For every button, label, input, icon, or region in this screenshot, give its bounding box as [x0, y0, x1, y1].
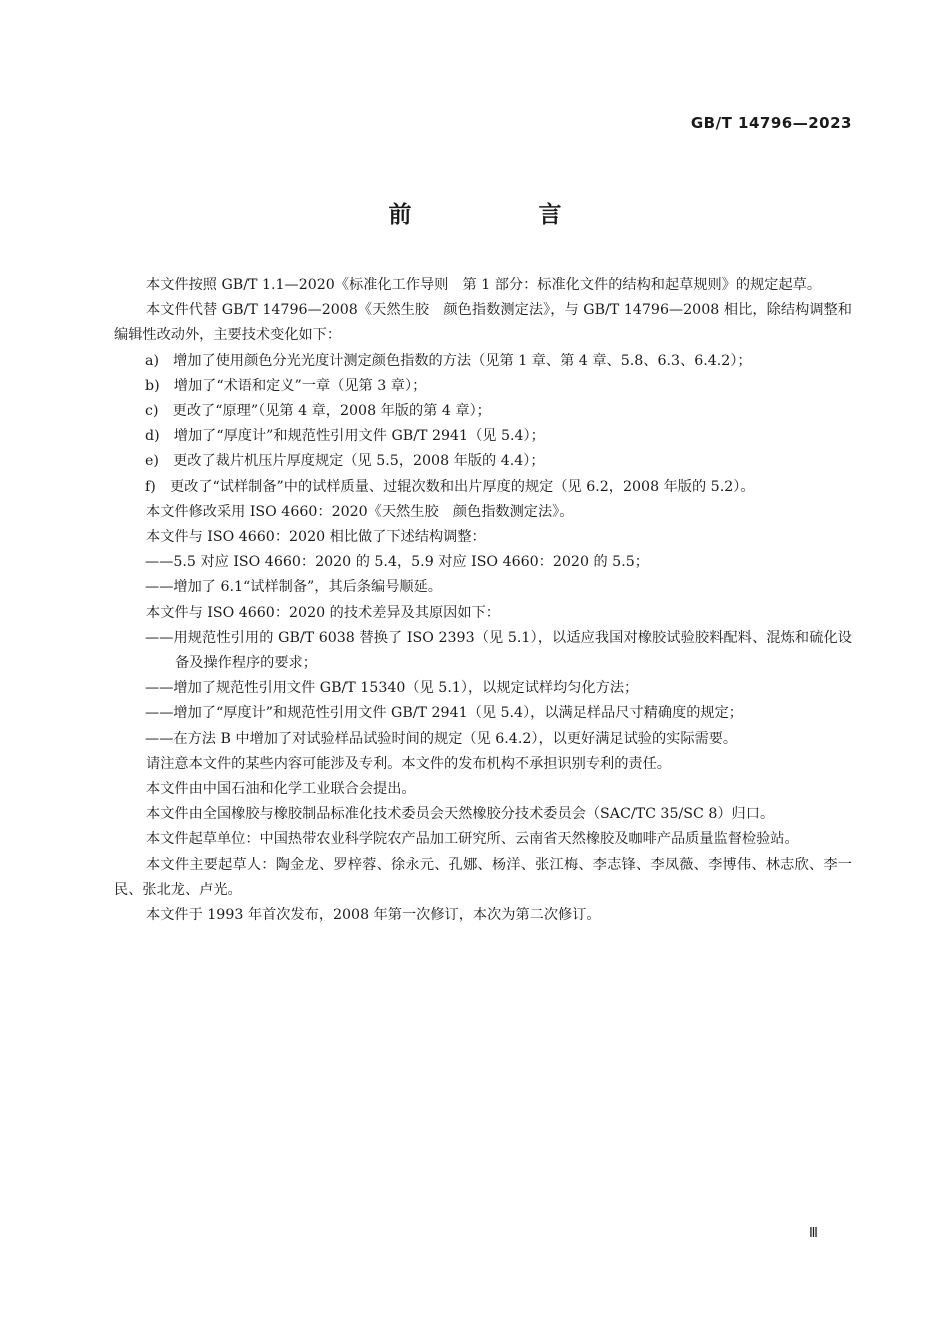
- page-title: 前 言: [388, 202, 614, 228]
- page-number: Ⅲ: [809, 1226, 818, 1241]
- paragraph-drafting-units: 本文件起草单位：中国热带农业科学院农产品加工研究所、云南省天然橡胶及咖啡产品质量监督检验站。: [146, 831, 799, 848]
- paragraph-proposer: 本文件由中国石油和化学工业联合会提出。: [146, 781, 416, 798]
- change-item-b: b) 增加了“术语和定义”一章（见第 3 章）；: [145, 377, 427, 394]
- tech-difference-item: ——增加了规范性引用文件 GB/T 15340（见 5.1），以规定试样均匀化方法；: [145, 680, 639, 697]
- paragraph-committee: 本文件由全国橡胶与橡胶制品标准化技术委员会天然橡胶分技术委员会（SAC/TC 35/SC 8）归口。: [146, 806, 775, 823]
- paragraph-tech-intro: 本文件与 ISO 4660：2020 的技术差异及其原因如下：: [146, 604, 500, 621]
- change-item-f: f) 更改了“试样制备”中的试样质量、过辊次数和出片厚度的规定（见 6.2，2008 年版的 5.2）。: [145, 478, 755, 495]
- paragraph-drafters: 本文件主要起草人：陶金龙、罗梓蓉、徐永元、孔娜、杨洋、张江梅、李志锋、李凤薇、李博伟、林志欣、李一民、张北龙、卢光。: [114, 856, 852, 898]
- structure-item: ——5.5 对应 ISO 4660：2020 的 5.4，5.9 对应 ISO 4660：2020 的 5.5；: [145, 554, 649, 571]
- paragraph-drafting-rules: 本文件按照 GB/T 1.1—2020《标准化工作导则 第 1 部分：标准化文件的结构和起草规则》的规定起草。: [146, 277, 822, 293]
- change-item-c: c) 更改了“原理”（见第 4 章，2008 年版的第 4 章）；: [145, 403, 491, 420]
- paragraph-structure-intro: 本文件与 ISO 4660：2020 相比做了下述结构调整：: [146, 529, 486, 546]
- structure-item: ——增加了 6.1“试样制备”，其后条编号顺延。: [145, 579, 442, 596]
- change-item-e: e) 更改了裁片机压片厚度规定（见 5.5，2008 年版的 4.4）；: [145, 453, 545, 470]
- change-item-a: a) 增加了使用颜色分光光度计测定颜色指数的方法（见第 1 章、第 4 章、5.8、6.3、6.4.2）；: [145, 352, 752, 369]
- document-body: [114, 273, 852, 928]
- tech-difference-item: ——增加了“厚度计”和规范性引用文件 GB/T 2941（见 5.4），以满足样品尺寸精确度的规定；: [145, 705, 743, 722]
- tech-difference-item: ——用规范性引用的 GB/T 6038 替换了 ISO 2393（见 5.1），以适应我国对橡胶试验胶料配料、混炼和硫化设备及操作程序的要求；: [145, 629, 852, 672]
- tech-difference-item: ——在方法 B 中增加了对试验样品试验时间的规定（见 6.4.2），以更好满足试验的实际需要。: [145, 730, 738, 747]
- paragraph-replacement: 本文件代替 GB/T 14796—2008《天然生胶 颜色指数测定法》，与 GB/T 14796—2008 相比，除结构调整和编辑性改动外，主要技术变化如下：: [114, 302, 852, 344]
- paragraph-patent-notice: 请注意本文件的某些内容可能涉及专利。本文件的发布机构不承担识别专利的责任。: [146, 755, 671, 772]
- paragraph-modify-adoption: 本文件修改采用 ISO 4660：2020《天然生胶 颜色指数测定法》。: [146, 503, 574, 520]
- change-item-d: d) 增加了“厚度计”和规范性引用文件 GB/T 2941（见 5.4）；: [145, 428, 545, 445]
- document-code: GB/T 14796—2023: [690, 114, 852, 132]
- paragraph-history: 本文件于 1993 年首次发布，2008 年第一次修订，本次为第二次修订。: [146, 907, 601, 924]
